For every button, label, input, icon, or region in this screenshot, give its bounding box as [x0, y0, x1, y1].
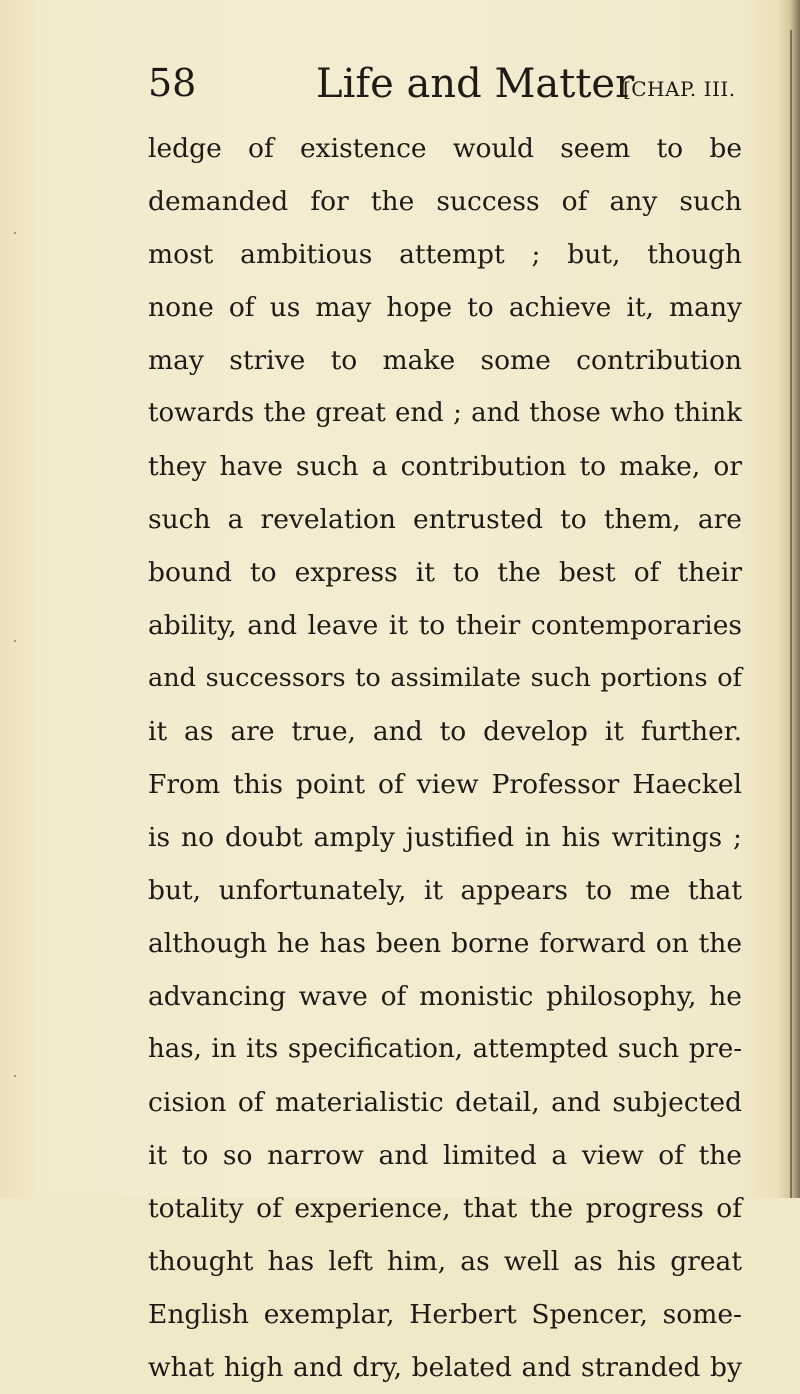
text-line: such a revelation entrusted to them, are — [148, 504, 742, 535]
text-line: they have such a contribution to make, or — [148, 451, 742, 482]
text-line: From this point of view Professor Haeckel — [148, 769, 742, 800]
text-line: what high and dry, belated and stranded by — [148, 1352, 742, 1383]
text-line: and successors to assimilate such portions of — [148, 663, 742, 693]
margin-mark — [14, 1075, 16, 1077]
page-edge-line — [790, 30, 792, 1198]
text-line: although he has been borne forward on the — [148, 928, 742, 959]
text-line: ability, and leave it to their contemporaries — [148, 610, 742, 641]
text-line: it as are true, and to develop it further. — [148, 716, 742, 747]
text-line: demanded for the success of any such — [148, 186, 742, 217]
text-line: is no doubt amply justified in his writings ; — [148, 822, 742, 853]
text-line: totality of experience, that the progress of — [148, 1193, 742, 1224]
page-number: 58 — [148, 61, 197, 105]
text-line: it to so narrow and limited a view of the — [148, 1140, 742, 1171]
text-line: ledge of existence would seem to be — [148, 133, 742, 164]
text-line: bound to express it to the best of their — [148, 557, 742, 588]
margin-mark — [14, 232, 16, 234]
text-line: English exemplar, Herbert Spencer, some- — [148, 1299, 742, 1330]
text-line: towards the great end ; and those who think — [148, 398, 742, 428]
text-line: most ambitious attempt ; but, though — [148, 239, 742, 270]
text-line: but, unfortunately, it appears to me that — [148, 875, 742, 906]
text-line: thought has left him, as well as his great — [148, 1246, 742, 1277]
text-line: cision of materialistic detail, and subjected — [148, 1087, 742, 1118]
book-title: Life and Matter — [316, 61, 635, 107]
text-line: none of us may hope to achieve it, many — [148, 292, 742, 323]
text-line: may strive to make some contribution — [148, 345, 742, 376]
margin-mark — [14, 640, 16, 642]
text-line: advancing wave of monistic philosophy, he — [148, 981, 742, 1012]
running-head — [148, 61, 774, 118]
page-edge-shadow — [778, 0, 800, 1198]
chapter-reference: [CHAP. III. — [623, 77, 736, 101]
text-line: has, in its specification, attempted such pre- — [148, 1034, 742, 1064]
body-text — [148, 122, 742, 1394]
